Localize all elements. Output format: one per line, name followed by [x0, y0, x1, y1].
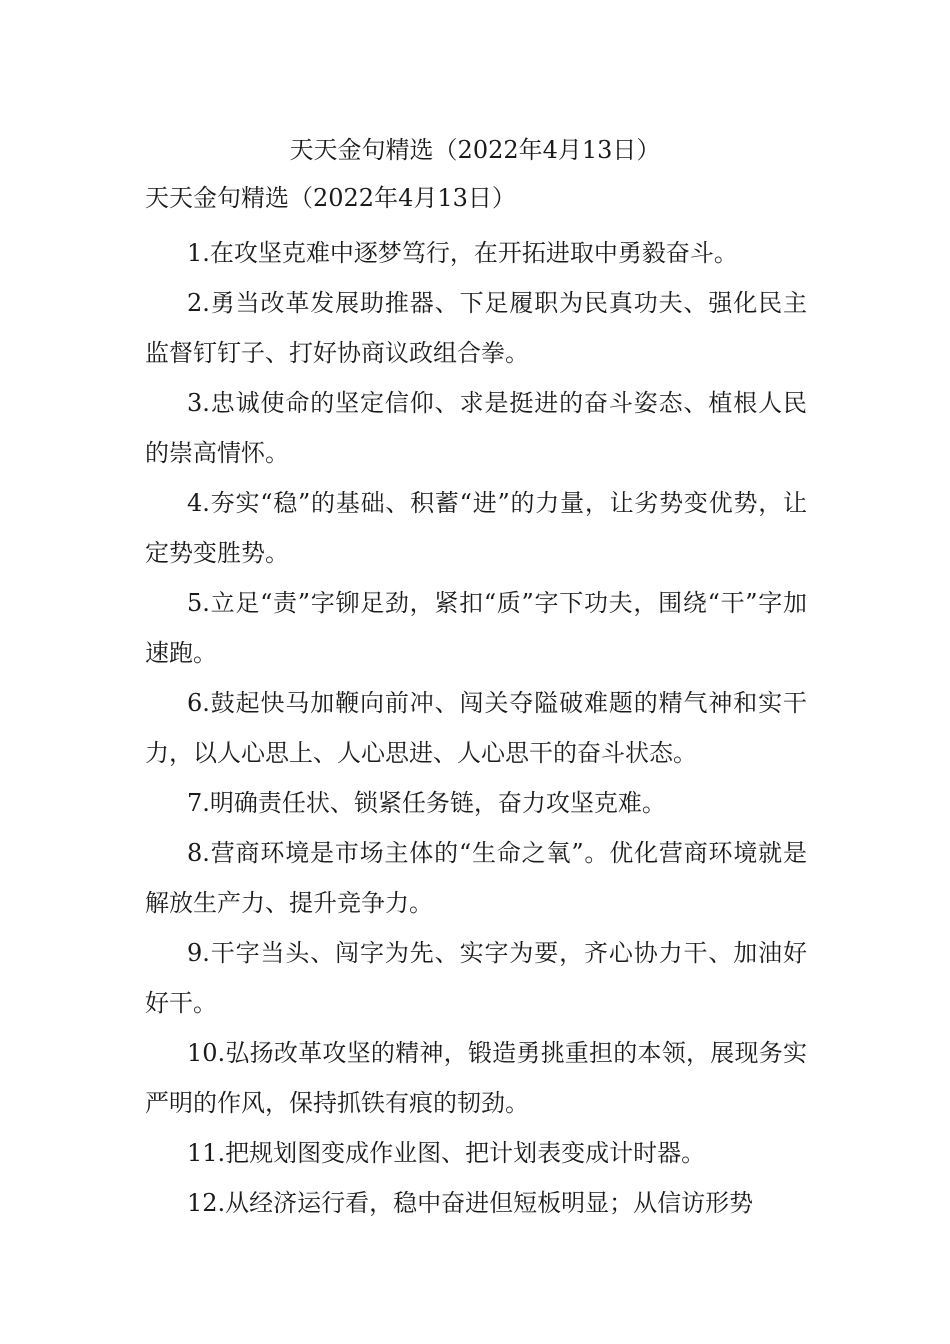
paragraph: 10.弘扬改革攻坚的精神，锻造勇挑重担的本领，展现务实严明的作风，保持抓铁有痕的韧劲。	[145, 1039, 807, 1117]
paragraph: 7.明确责任状、锁紧任务链，奋力攻坚克难。	[187, 789, 666, 817]
document-title: 天天金句精选（2022年4月13日）	[289, 136, 661, 164]
document-subtitle: 天天金句精选（2022年4月13日）	[145, 184, 516, 212]
document-body	[145, 228, 807, 1228]
paragraph: 3.忠诚使命的坚定信仰、求是挺进的奋斗姿态、植根人民的崇高情怀。	[145, 389, 807, 467]
paragraph: 9.干字当头、闯字为先、实字为要，齐心协力干、加油好好干。	[145, 939, 807, 1017]
paragraph: 11.把规划图变成作业图、把计划表变成计时器。	[187, 1139, 706, 1167]
paragraph: 1.在攻坚克难中逐梦笃行，在开拓进取中勇毅奋斗。	[187, 239, 738, 267]
paragraph: 8.营商环境是市场主体的“生命之氧”。优化营商环境就是解放生产力、提升竞争力。	[145, 839, 807, 917]
paragraph: 6.鼓起快马加鞭向前冲、闯关夺隘破难题的精气神和实干力，以人心思上、人心思进、人心思干的奋斗状态。	[145, 689, 807, 767]
paragraph: 5.立足“责”字铆足劲，紧扣“质”字下功夫，围绕“干”字加速跑。	[145, 589, 807, 667]
paragraph: 12.从经济运行看，稳中奋进但短板明显；从信访形势	[187, 1189, 754, 1217]
paragraph: 4.夯实“稳”的基础、积蓄“进”的力量，让劣势变优势，让定势变胜势。	[145, 489, 807, 567]
paragraph: 2.勇当改革发展助推器、下足履职为民真功夫、强化民主监督钉钉子、打好协商议政组合拳。	[145, 289, 807, 367]
